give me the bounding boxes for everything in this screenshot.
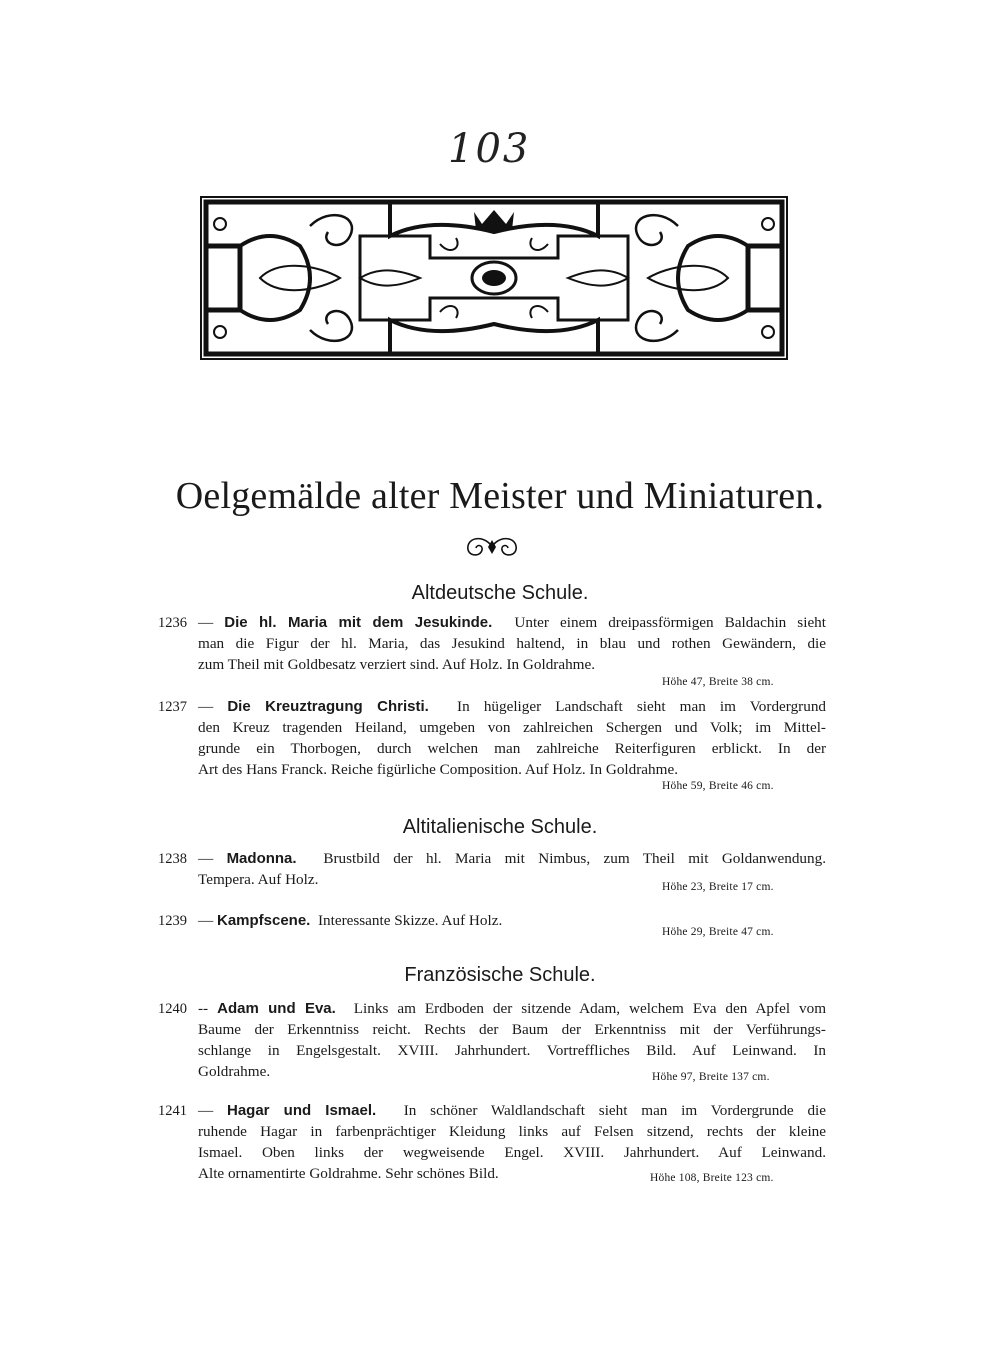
section-heading-franzoesische: Französische Schule. xyxy=(404,964,596,986)
entry-text: Baume der Erkenntniss reicht. Rechts der Baum der Erkenntniss mit der Verführungs- xyxy=(198,1021,826,1038)
lot-title: Kampfscene. xyxy=(216,912,311,929)
entry-text: ruhende Hagar in farbenprächtiger Kleidung links auf Felsen sitzend, rechts der kleine xyxy=(198,1123,826,1140)
lot-dash: — xyxy=(198,698,214,715)
lot-dash: — xyxy=(198,614,214,631)
lot-title: Madonna. xyxy=(226,850,297,867)
dimensions: Höhe 29, Breite 47 cm. xyxy=(662,926,774,938)
lot-dash: — xyxy=(198,912,214,929)
entry-text: Interessante Skizze. Auf Holz. xyxy=(317,912,503,929)
entry-text: Unter einem dreipassförmigen Baldachin sieht xyxy=(514,614,826,631)
entry-text: Art des Hans Franck. Reiche figürliche Composition. Auf Holz. In Goldrahme. xyxy=(198,761,678,778)
entry-text: Brustbild der hl. Maria mit Nimbus, zum Theil mit Goldanwendung. xyxy=(323,850,826,867)
entry-text: Goldrahme. xyxy=(198,1063,271,1080)
entry-text: man die Figur der hl. Maria, das Jesukind haltend, in blau und rothen Gewändern, die xyxy=(198,635,826,652)
entry-text: Links am Erdboden der sitzende Adam, welchem Eva den Apfel vom xyxy=(353,1000,827,1017)
entry-text: zum Theil mit Goldbesatz verziert sind. Auf Holz. In Goldrahme. xyxy=(198,656,596,673)
page-number: 103 xyxy=(448,126,531,172)
dimensions: Höhe 59, Breite 46 cm. xyxy=(662,780,774,792)
lot-dash: — xyxy=(198,850,214,867)
lot-number: 1241 xyxy=(158,1103,187,1119)
lot-title: Die Kreuztragung Christi. xyxy=(227,698,429,715)
section-heading-altdeutsche: Altdeutsche Schule. xyxy=(411,582,589,604)
header-ornament xyxy=(200,196,788,360)
lot-dash: — xyxy=(198,1102,214,1119)
entry-text: den Kreuz tragenden Heiland, umgeben von zahlreichen Schergen und Volk; im Mittel- xyxy=(198,719,826,736)
entry-text: Tempera. Auf Holz. xyxy=(198,871,319,888)
lot-number: 1237 xyxy=(158,699,187,715)
dimensions: Höhe 47, Breite 38 cm. xyxy=(662,676,774,688)
entry-text: grunde ein Thorbogen, durch welchen man zahlreiche Reiterfiguren erblickt. In der xyxy=(198,740,826,757)
entry-text: schlange in Engelsgestalt. XVIII. Jahrhundert. Vortreffliches Bild. Auf Leinwand. In xyxy=(198,1042,826,1059)
entry-text: In schöner Waldlandschaft sieht man im Vordergrunde die xyxy=(403,1102,827,1119)
catalogue-entry-1240 xyxy=(158,998,826,1082)
entry-text: In hügeliger Landschaft sieht man im Vordergrund xyxy=(457,698,827,715)
dimensions: Höhe 23, Breite 17 cm. xyxy=(662,881,774,893)
lot-title: Hagar und Ismael. xyxy=(226,1102,377,1119)
page-title: Oelgemälde alter Meister und Miniaturen. xyxy=(175,475,825,517)
dimensions: Höhe 97, Breite 137 cm. xyxy=(652,1071,770,1083)
section-heading-altitalienische: Altitalienische Schule. xyxy=(402,816,598,838)
lot-number: 1236 xyxy=(158,615,187,631)
catalogue-entry-1236 xyxy=(158,612,826,675)
lot-number: 1238 xyxy=(158,851,187,867)
divider-ornament xyxy=(464,534,520,560)
entry-text: Ismael. Oben links der wegweisende Engel. XVIII. Jahrhundert. Auf Leinwand. xyxy=(198,1144,826,1161)
lot-number: 1239 xyxy=(158,913,187,929)
lot-title: Adam und Eva. xyxy=(217,1000,336,1017)
lot-number: 1240 xyxy=(158,1001,187,1017)
entry-text: Alte ornamentirte Goldrahme. Sehr schönes Bild. xyxy=(198,1165,499,1182)
catalogue-entry-1237 xyxy=(158,696,826,780)
dimensions: Höhe 108, Breite 123 cm. xyxy=(650,1172,774,1184)
lot-title: Die hl. Maria mit dem Jesukinde. xyxy=(224,614,493,631)
lot-dash: -- xyxy=(198,1000,209,1017)
